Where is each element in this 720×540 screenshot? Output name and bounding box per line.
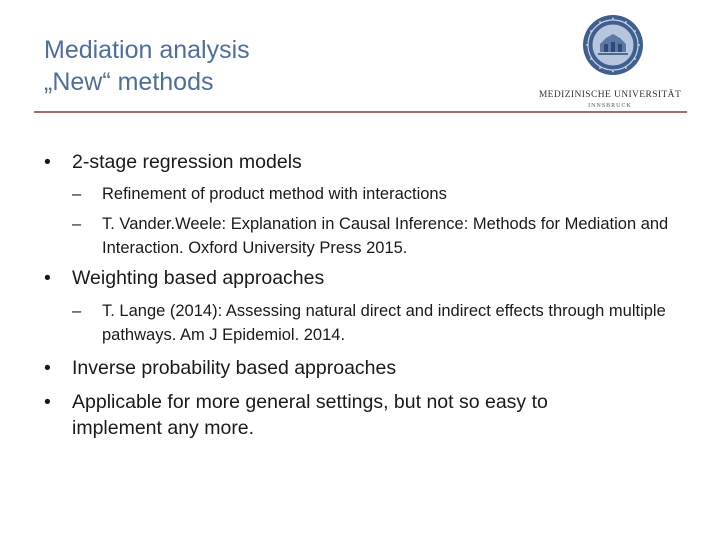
sub-bullet-mark: –	[72, 302, 82, 320]
bullet-mark: •	[44, 267, 51, 289]
sub-bullet-text: Refinement of product method with interactions	[102, 185, 447, 203]
sub-bullet-text: T. Lange (2014): Assessing natural direct and indirect effects through multiple pathways. Am J Epidemiol. 2014.	[102, 302, 666, 344]
university-seal-icon	[582, 14, 644, 76]
bullet-mark: •	[44, 357, 51, 379]
title-divider	[34, 111, 687, 113]
bullet-mark: •	[44, 391, 51, 413]
sub-bullet-mark: –	[72, 215, 82, 233]
title-line-2: „New“ methods	[44, 68, 214, 96]
bullet-text: Weighting based approaches	[72, 267, 325, 289]
sub-bullet-text: T. Vander.Weele: Explanation in Causal Inference: Methods for Mediation and Interaction. Oxford University Press 2015.	[102, 215, 669, 257]
sub-bullet-mark: –	[72, 185, 82, 203]
logo-city: INNSBRUCK	[588, 103, 632, 109]
bullet-text: Applicable for more general settings, but not so easy to implement any more.	[72, 391, 548, 439]
bullet-mark: •	[44, 151, 51, 173]
bullet-text: 2-stage regression models	[72, 151, 302, 173]
university-logo	[530, 10, 690, 109]
slide-title	[44, 34, 250, 98]
bullet-text: Inverse probability based approaches	[72, 357, 397, 379]
logo-university-name: MEDIZINISCHE UNIVERSITÄT	[538, 90, 682, 100]
title-line-1: Mediation analysis	[44, 36, 250, 64]
